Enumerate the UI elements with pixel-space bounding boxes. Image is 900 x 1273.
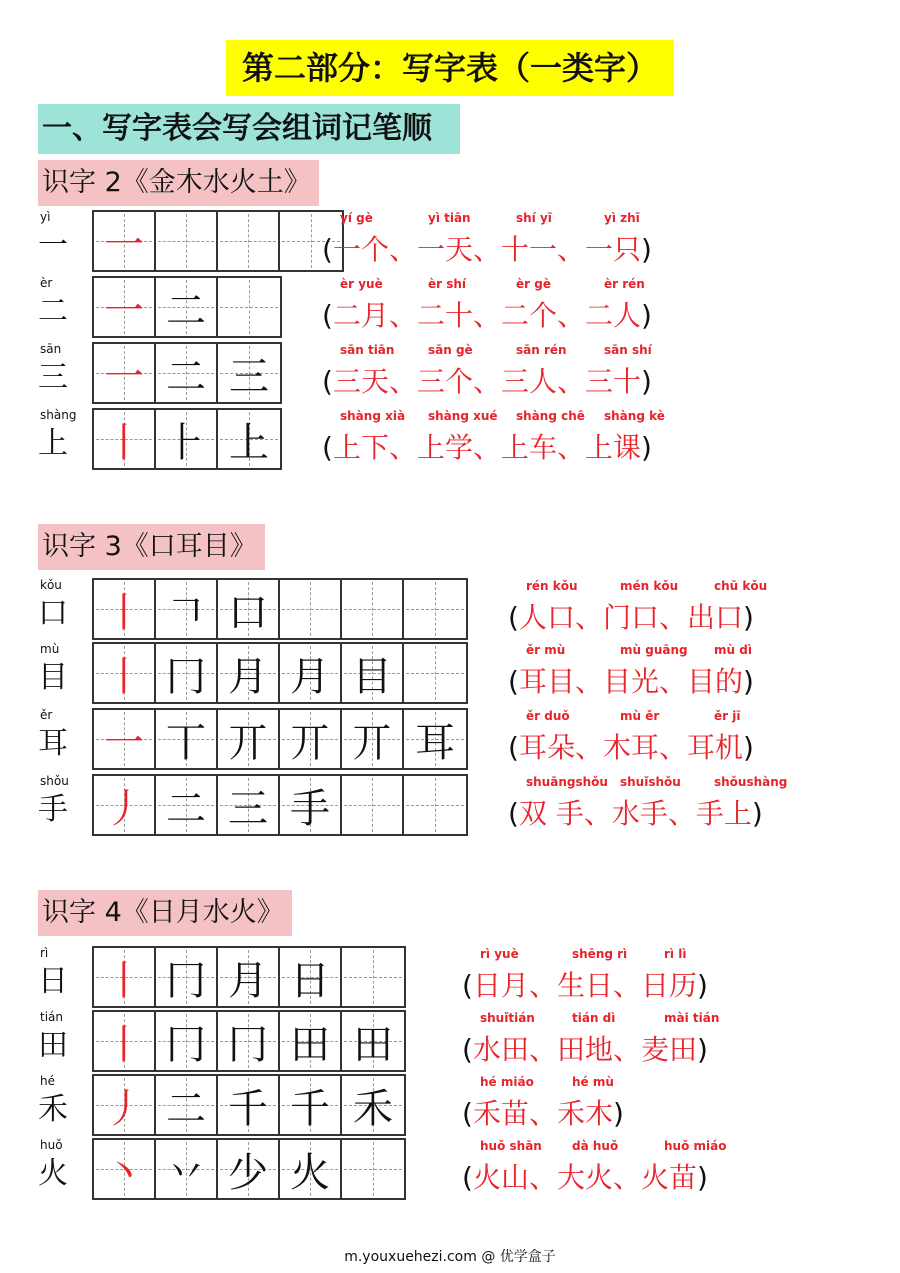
word-group [508, 708, 808, 772]
stroke-cell [94, 410, 156, 468]
stroke-step: 一 [104, 287, 144, 334]
stroke-step: 冂 [166, 1021, 206, 1068]
stroke-step: 丨 [104, 653, 144, 700]
character-row [0, 408, 900, 472]
stroke-step: 丿 [104, 785, 144, 832]
stroke-step: 口 [228, 589, 268, 636]
stroke-step: 丌 [228, 719, 268, 766]
stroke-step: 目 [352, 653, 392, 700]
word-examples: 火山、大火、火苗 [472, 1161, 697, 1194]
word-examples: 三天、三个、三人、三十 [332, 365, 641, 398]
character-pinyin: èr [40, 276, 53, 290]
stroke-step: 丨 [104, 589, 144, 636]
word-pinyin: èr gè [516, 277, 551, 291]
stroke-cell [342, 710, 404, 768]
section-heading: 一、写字表会写会组词记笔顺 [38, 104, 460, 154]
stroke-step: 上 [229, 419, 269, 466]
stroke-cell [156, 1076, 218, 1134]
character-row [0, 342, 900, 406]
open-paren: ( [508, 731, 519, 764]
word-pinyin: èr rén [604, 277, 645, 291]
character-pinyin: kǒu [40, 578, 62, 592]
word-pinyin: shàng kè [604, 409, 665, 423]
stroke-order-grid [92, 774, 468, 836]
word-pinyin-line [322, 408, 692, 424]
stroke-cell [218, 644, 280, 702]
open-paren: ( [462, 1033, 473, 1066]
stroke-order-grid [92, 708, 468, 770]
character-pinyin: huǒ [40, 1138, 63, 1152]
open-paren: ( [462, 1097, 473, 1130]
character-glyph: 耳 [38, 726, 68, 761]
stroke-step: 一 [104, 221, 144, 268]
stroke-cell [218, 776, 280, 834]
character-glyph: 一 [38, 228, 68, 263]
word-pinyin-line [508, 578, 808, 594]
close-paren: ) [751, 797, 763, 830]
stroke-step: 冂 [166, 653, 206, 700]
word-pinyin: hé mù [572, 1075, 614, 1089]
stroke-step: 二 [166, 287, 206, 334]
word-pinyin-line [462, 946, 756, 962]
stroke-order-grid [92, 946, 406, 1008]
stroke-step: 月 [228, 653, 268, 700]
stroke-cell [218, 1012, 280, 1070]
stroke-cell [280, 776, 342, 834]
stroke-step: 丨 [104, 1021, 144, 1068]
stroke-cell [156, 278, 218, 336]
stroke-cell [342, 644, 404, 702]
word-pinyin: sān gè [428, 343, 473, 357]
stroke-cell [94, 1012, 156, 1070]
word-pinyin: mén kǒu [620, 579, 679, 593]
word-pinyin-line [322, 276, 692, 292]
word-group [322, 276, 692, 340]
word-group [508, 774, 808, 838]
word-pinyin: èr yuè [340, 277, 383, 291]
word-group [462, 1074, 664, 1138]
word-pinyin: yì tiān [428, 211, 471, 225]
stroke-step: 丷 [166, 1149, 206, 1196]
stroke-step: 手 [290, 785, 330, 832]
character-glyph: 田 [38, 1028, 68, 1063]
character-glyph: 火 [38, 1156, 68, 1191]
character-row [0, 946, 900, 1010]
stroke-order-grid [92, 642, 468, 704]
word-pinyin-line [508, 708, 808, 724]
word-group [462, 1138, 756, 1202]
word-examples: 人口、门口、出口 [518, 601, 743, 634]
stroke-cell [280, 1140, 342, 1198]
word-examples: 水田、田地、麦田 [472, 1033, 697, 1066]
word-list [462, 1158, 756, 1198]
character-pinyin: hé [40, 1074, 55, 1088]
stroke-step: 一 [104, 353, 144, 400]
word-pinyin: hé miáo [480, 1075, 534, 1089]
stroke-order-grid [92, 1074, 406, 1136]
character-row [0, 276, 900, 340]
word-pinyin: yí gè [340, 211, 373, 225]
stroke-cell [156, 948, 218, 1006]
lesson-title: 识字 3《口耳目》 [38, 524, 265, 570]
word-pinyin: shàng xià [340, 409, 406, 423]
character-row [0, 1010, 900, 1074]
character-glyph: 上 [38, 426, 68, 461]
stroke-cell [342, 1140, 404, 1198]
word-list [508, 794, 808, 834]
character-pinyin: rì [40, 946, 49, 960]
stroke-cell [94, 1140, 156, 1198]
word-pinyin: sān rén [516, 343, 567, 357]
stroke-step: 三 [228, 785, 268, 832]
word-list [322, 428, 692, 468]
word-pinyin: yì zhī [604, 211, 640, 225]
character-row [0, 1138, 900, 1202]
lesson-title: 识字 4《日月水火》 [38, 890, 292, 936]
stroke-step: 丌 [352, 719, 392, 766]
stroke-cell [218, 710, 280, 768]
word-group [322, 408, 692, 472]
word-pinyin: shàng chē [516, 409, 585, 423]
word-pinyin-line [462, 1074, 664, 1090]
stroke-order-grid [92, 342, 282, 404]
word-list [508, 662, 808, 702]
word-examples: 双 手、水手、手上 [518, 797, 752, 830]
close-paren: ) [696, 969, 708, 1002]
stroke-step: 丌 [290, 719, 330, 766]
word-pinyin: dà huǒ [572, 1139, 619, 1153]
word-group [322, 342, 692, 406]
open-paren: ( [508, 797, 519, 830]
character-pinyin: shǒu [40, 774, 69, 788]
open-paren: ( [322, 431, 333, 464]
stroke-order-grid [92, 408, 282, 470]
page-title: 第二部分：写字表（一类字） [226, 40, 674, 96]
word-pinyin: shí yī [516, 211, 552, 225]
word-pinyin-line [462, 1010, 756, 1026]
close-paren: ) [612, 1097, 624, 1130]
character-pinyin: yì [40, 210, 51, 224]
close-paren: ) [640, 365, 652, 398]
stroke-cell [404, 710, 466, 768]
stroke-order-grid [92, 578, 468, 640]
word-list [462, 1094, 664, 1134]
word-examples: 耳朵、木耳、耳机 [518, 731, 743, 764]
close-paren: ) [640, 431, 652, 464]
stroke-cell [218, 948, 280, 1006]
character-pinyin: mù [40, 642, 60, 656]
lesson-title: 识字 2《金木水火土》 [38, 160, 319, 206]
stroke-cell [94, 948, 156, 1006]
stroke-order-grid [92, 210, 344, 272]
word-pinyin: rén kǒu [526, 579, 578, 593]
stroke-cell [94, 710, 156, 768]
stroke-cell [280, 710, 342, 768]
character-glyph: 目 [38, 660, 68, 695]
word-pinyin: shēng rì [572, 947, 628, 961]
stroke-step: 𠃍 [166, 589, 206, 636]
open-paren: ( [322, 299, 333, 332]
word-pinyin: ěr jī [714, 709, 741, 723]
stroke-step: 二 [166, 785, 206, 832]
character-pinyin: sān [40, 342, 62, 356]
open-paren: ( [508, 665, 519, 698]
character-pinyin: tián [40, 1010, 63, 1024]
character-glyph: 二 [38, 294, 68, 329]
word-pinyin: èr shí [428, 277, 467, 291]
stroke-step: 一 [104, 719, 144, 766]
word-pinyin: rì lì [664, 947, 687, 961]
word-list [508, 598, 808, 638]
word-pinyin: shuāngshǒu [526, 775, 608, 789]
stroke-step: 丿 [104, 1085, 144, 1132]
stroke-step: 丅 [166, 719, 206, 766]
stroke-step: 火 [290, 1149, 330, 1196]
stroke-cell [156, 410, 218, 468]
character-glyph: 禾 [38, 1092, 68, 1127]
close-paren: ) [742, 601, 754, 634]
stroke-cell [218, 278, 280, 336]
stroke-cell [342, 1076, 404, 1134]
word-list [322, 362, 692, 402]
character-pinyin: ěr [40, 708, 53, 722]
stroke-cell [404, 644, 466, 702]
stroke-cell [218, 410, 280, 468]
stroke-cell [280, 1076, 342, 1134]
open-paren: ( [322, 233, 333, 266]
stroke-step: 耳 [415, 719, 455, 766]
character-glyph: 日 [38, 964, 68, 999]
word-group [322, 210, 692, 274]
stroke-order-grid [92, 1010, 406, 1072]
stroke-cell [280, 1012, 342, 1070]
stroke-step: 冂 [228, 1021, 268, 1068]
word-list [508, 728, 808, 768]
word-examples: 日月、生日、日历 [472, 969, 697, 1002]
stroke-cell [156, 212, 218, 270]
stroke-order-grid [92, 276, 282, 338]
close-paren: ) [640, 233, 652, 266]
stroke-cell [280, 948, 342, 1006]
word-pinyin: huǒ miáo [664, 1139, 727, 1153]
stroke-cell [404, 776, 466, 834]
word-pinyin: ěr mù [526, 643, 566, 657]
stroke-cell [218, 1076, 280, 1134]
close-paren: ) [696, 1033, 708, 1066]
stroke-step: 二 [166, 1085, 206, 1132]
word-pinyin: mù guāng [620, 643, 688, 657]
word-examples: 二月、二十、二个、二人 [332, 299, 641, 332]
stroke-cell [218, 344, 280, 402]
word-examples: 一个、一天、十一、一只 [332, 233, 641, 266]
character-row [0, 1074, 900, 1138]
word-examples: 上下、上学、上车、上课 [332, 431, 641, 464]
character-row [0, 642, 900, 706]
word-list [462, 1030, 756, 1070]
stroke-step: 月 [290, 653, 330, 700]
close-paren: ) [742, 665, 754, 698]
stroke-cell [218, 1140, 280, 1198]
word-pinyin-line [462, 1138, 756, 1154]
word-pinyin: sān tiān [340, 343, 395, 357]
stroke-cell [94, 344, 156, 402]
word-list [322, 230, 692, 270]
open-paren: ( [322, 365, 333, 398]
open-paren: ( [508, 601, 519, 634]
character-glyph: 口 [38, 596, 68, 631]
word-pinyin: shàng xué [428, 409, 498, 423]
stroke-cell [94, 776, 156, 834]
word-group [462, 1010, 756, 1074]
stroke-cell [156, 580, 218, 638]
word-group [462, 946, 756, 1010]
word-pinyin: shuǐtián [480, 1011, 535, 1025]
stroke-cell [218, 580, 280, 638]
character-row [0, 708, 900, 772]
stroke-step: 丨 [104, 957, 144, 1004]
stroke-step: 田 [290, 1021, 330, 1068]
stroke-step: 月 [228, 957, 268, 1004]
word-pinyin-line [322, 342, 692, 358]
stroke-step: 田 [353, 1021, 393, 1068]
word-pinyin-line [322, 210, 692, 226]
stroke-step: 禾 [353, 1085, 393, 1132]
word-pinyin-line [508, 642, 808, 658]
stroke-cell [342, 1012, 404, 1070]
stroke-cell [342, 776, 404, 834]
open-paren: ( [462, 969, 473, 1002]
word-pinyin: shuǐshǒu [620, 775, 681, 789]
stroke-step: 三 [229, 353, 269, 400]
stroke-step: 千 [228, 1085, 268, 1132]
close-paren: ) [742, 731, 754, 764]
stroke-cell [342, 948, 404, 1006]
stroke-cell [156, 776, 218, 834]
stroke-cell [94, 644, 156, 702]
stroke-cell [94, 212, 156, 270]
stroke-cell [94, 1076, 156, 1134]
character-row [0, 210, 900, 274]
stroke-cell [404, 580, 466, 638]
stroke-step: 丨 [104, 419, 144, 466]
stroke-cell [218, 212, 280, 270]
character-pinyin: shàng [40, 408, 77, 422]
word-pinyin: shǒushàng [714, 775, 788, 789]
character-row [0, 578, 900, 642]
close-paren: ) [640, 299, 652, 332]
stroke-cell [156, 1140, 218, 1198]
stroke-order-grid [92, 1138, 406, 1200]
word-pinyin: chū kǒu [714, 579, 768, 593]
word-pinyin: sān shí [604, 343, 652, 357]
word-examples: 禾苗、禾木 [472, 1097, 613, 1130]
character-row [0, 774, 900, 838]
stroke-cell [156, 344, 218, 402]
word-group [508, 578, 808, 642]
stroke-cell [156, 644, 218, 702]
word-pinyin-line [508, 774, 808, 790]
stroke-step: 冂 [166, 957, 206, 1004]
character-glyph: 三 [38, 360, 68, 395]
stroke-cell [280, 644, 342, 702]
open-paren: ( [462, 1161, 473, 1194]
stroke-step: 二 [166, 353, 206, 400]
stroke-cell [156, 710, 218, 768]
close-paren: ) [696, 1161, 708, 1194]
stroke-cell [156, 1012, 218, 1070]
stroke-step: 少 [228, 1149, 268, 1196]
word-pinyin: rì yuè [480, 947, 519, 961]
word-examples: 耳目、目光、目的 [518, 665, 743, 698]
stroke-cell [342, 580, 404, 638]
stroke-cell [94, 580, 156, 638]
word-pinyin: mù dì [714, 643, 752, 657]
stroke-step: 丶 [104, 1149, 144, 1196]
word-pinyin: mài tián [664, 1011, 720, 1025]
word-pinyin: ěr duǒ [526, 709, 570, 723]
word-list [462, 966, 756, 1006]
character-glyph: 手 [38, 792, 68, 827]
stroke-step: 千 [290, 1085, 330, 1132]
word-pinyin: mù ěr [620, 709, 660, 723]
word-pinyin: tián dì [572, 1011, 616, 1025]
stroke-step: 日 [290, 957, 330, 1004]
stroke-cell [280, 580, 342, 638]
stroke-step: ⺊ [166, 419, 206, 466]
word-pinyin: huǒ shān [480, 1139, 542, 1153]
footer-credit: m.youxuehezi.com @ 优学盒子 [344, 1249, 556, 1265]
stroke-cell [94, 278, 156, 336]
word-group [508, 642, 808, 706]
word-list [322, 296, 692, 336]
